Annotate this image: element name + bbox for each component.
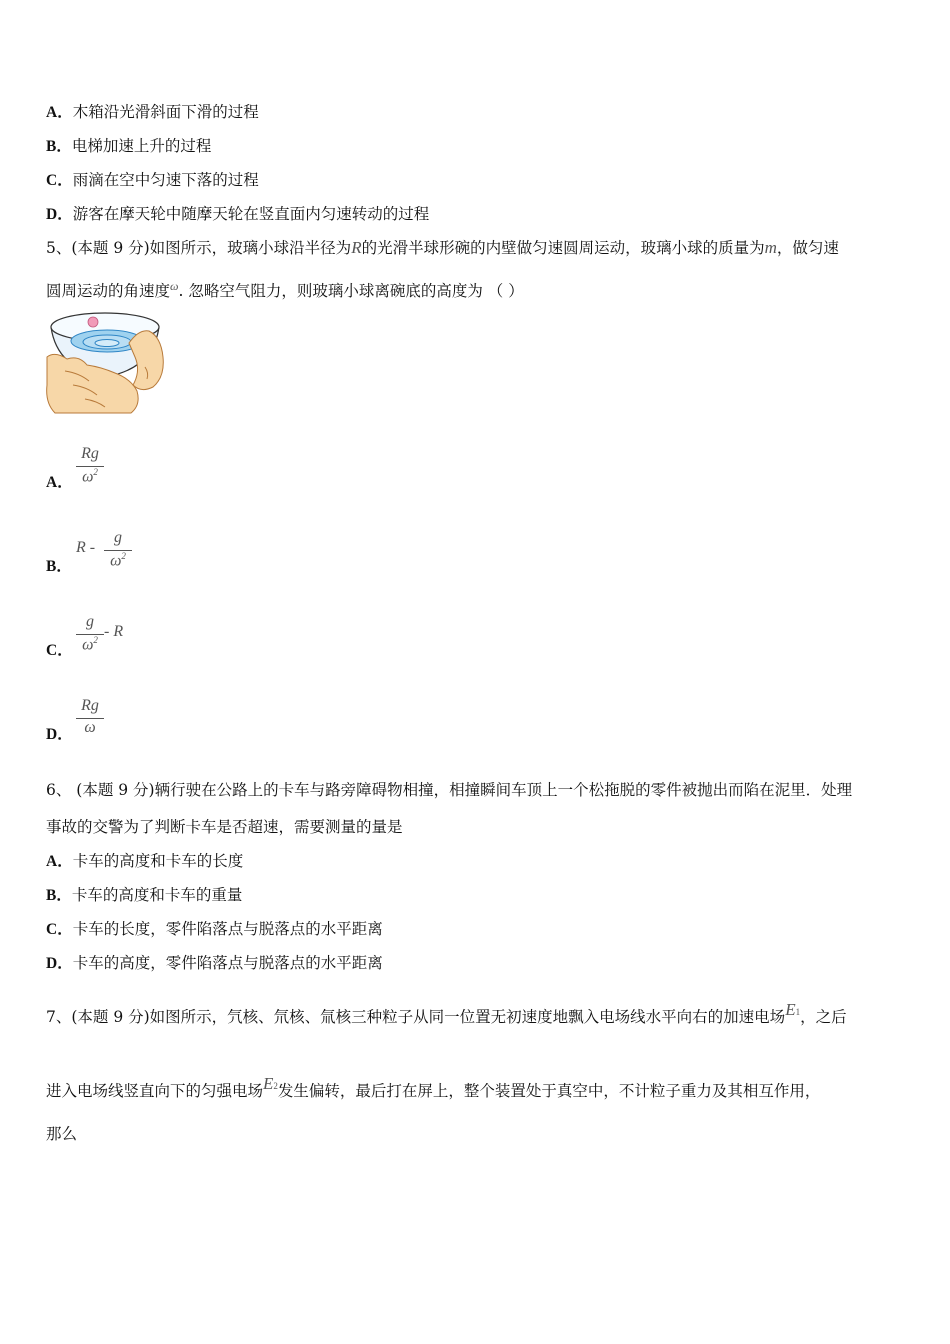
q5-option-a-label: A． [46, 474, 73, 491]
q7-stem-line3: 那么 [46, 1125, 78, 1143]
q5-option-c-label: C． [46, 642, 73, 659]
q6-option-b: B．卡车的高度和卡车的重量 [46, 886, 243, 904]
q5-stem-line2: 圆周运动的角速度$^\omega$. 忽略空气阻力，则玻璃小球离碗底的高度为 （ ） [46, 279, 524, 301]
q6-stem-line2: 事故的交警为了判断卡车是否超速，需要测量的量是 [46, 818, 403, 836]
q7-field-e1: E1 [785, 1000, 801, 1019]
q6-option-a: A．卡车的高度和卡车的长度 [46, 852, 244, 870]
q5-stem-line1: 5、(本题 9 分)如图所示，玻璃小球沿半径为R的光滑半球形碗的内壁做匀速圆周运动，玻璃小球的质量为m，做匀速 [46, 238, 839, 257]
q5-option-b-prefix: R - [76, 539, 96, 556]
q5-option-d-formula: Rg ω [76, 697, 104, 741]
bowl-illustration [45, 307, 167, 415]
q4-option-c: C．雨滴在空中匀速下落的过程 [46, 171, 259, 189]
q7-field-e2: E2 [263, 1074, 278, 1093]
q5-option-b-label: B． [46, 558, 72, 575]
q5-option-a-formula: Rg $\omega^2$ [76, 445, 104, 489]
q4-option-a: A．木箱沿光滑斜面下滑的过程 [46, 103, 259, 121]
q7-stem-line1: 7、(本题 9 分)如图所示，氕核、氘核、氚核三种粒子从同一位置无初速度地飘入电场线水平向右的加速电场E1，之后 [46, 1000, 847, 1026]
q6-option-c: C．卡车的长度，零件陷落点与脱落点的水平距离 [46, 920, 383, 938]
q6-stem-line1: 6、 (本题 9 分)辆行驶在公路上的卡车与路旁障碍物相撞，相撞瞬间车顶上一个松拖脱的零件被抛出而陷在泥里．处理 [46, 781, 853, 799]
q5-option-c-suffix: - R [104, 623, 124, 640]
q5-option-b-formula: g $\omega^2$ [104, 529, 132, 573]
q6-option-d: D．卡车的高度，零件陷落点与脱落点的水平距离 [46, 954, 383, 972]
q4-option-d: D．游客在摩天轮中随摩天轮在竖直面内匀速转动的过程 [46, 205, 430, 223]
q5-option-d-label: D． [46, 726, 73, 743]
q5-option-c-formula: g $\omega^2$ [76, 613, 104, 657]
q4-option-b: B．电梯加速上升的过程 [46, 137, 212, 155]
q7-stem-line2: 进入电场线竖直向下的匀强电场E2发生偏转，最后打在屏上，整个装置处于真空中，不计粒子重力及其相互作用， [46, 1074, 821, 1100]
